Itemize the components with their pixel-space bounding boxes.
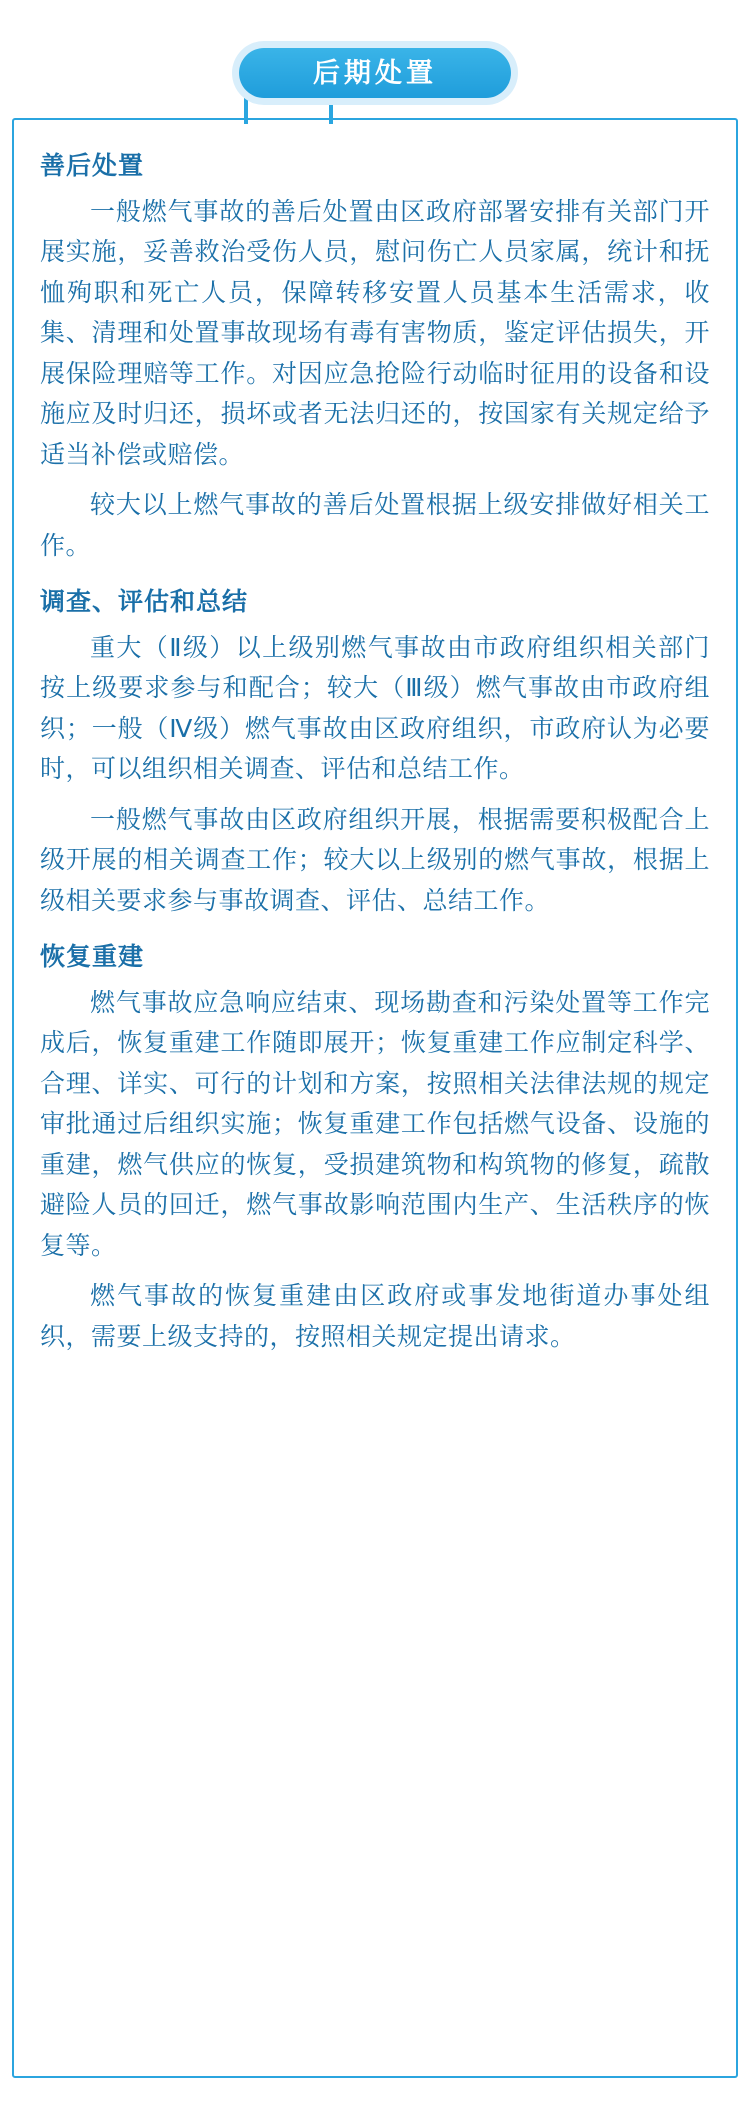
- page-title: 后期处置: [313, 57, 437, 88]
- section-investigation: [40, 584, 710, 921]
- section-header-pill: [239, 48, 511, 98]
- content-box: [12, 118, 738, 2078]
- section-reconstruction: [40, 939, 710, 1357]
- section-aftermath: [40, 148, 710, 566]
- connector-left: [244, 98, 248, 124]
- paragraph: 燃气事故应急响应结束、现场勘查和污染处置等工作完成后，恢复重建工作随即展开；恢复重建工作应制定科学、合理、详实、可行的计划和方案，按照相关法律法规的规定审批通过后组织实施；恢复重建工作包括燃气设备、设施的重建，燃气供应的恢复，受损建筑物和构筑物的修复，疏散避险人员的回迁，燃气事故影响范围内生产、生活秩序的恢复等。: [40, 988, 710, 1260]
- section-heading: 调查、评估和总结: [40, 588, 249, 616]
- section-heading: 恢复重建: [40, 943, 145, 971]
- header-area: [0, 0, 750, 118]
- paragraph: 一般燃气事故的善后处置由区政府部署安排有关部门开展实施，妥善救治受伤人员，慰问伤亡人员家属，统计和抚恤殉职和死亡人员，保障转移安置人员基本生活需求，收集、清理和处置事故现场有毒有害物质，鉴定评估损失，开展保险理赔等工作。对因应急抢险行动临时征用的设备和设施应及时归还，损坏或者无法归还的，按国家有关规定给予适当补偿或赔偿。: [40, 197, 710, 469]
- paragraph: 较大以上燃气事故的善后处置根据上级安排做好相关工作。: [40, 491, 710, 560]
- connector-right: [329, 98, 333, 124]
- paragraph: 重大（Ⅱ级）以上级别燃气事故由市政府组织相关部门按上级要求参与和配合；较大（Ⅲ级）燃气事故由市政府组织；一般（Ⅳ级）燃气事故由区政府组织，市政府认为必要时，可以组织相关调查、评估和总结工作。: [40, 633, 710, 783]
- paragraph: 燃气事故的恢复重建由区政府或事发地街道办事处组织，需要上级支持的，按照相关规定提出请求。: [40, 1282, 710, 1351]
- section-heading: 善后处置: [40, 152, 145, 180]
- paragraph: 一般燃气事故由区政府组织开展，根据需要积极配合上级开展的相关调查工作；较大以上级别的燃气事故，根据上级相关要求参与事故调查、评估、总结工作。: [40, 805, 710, 915]
